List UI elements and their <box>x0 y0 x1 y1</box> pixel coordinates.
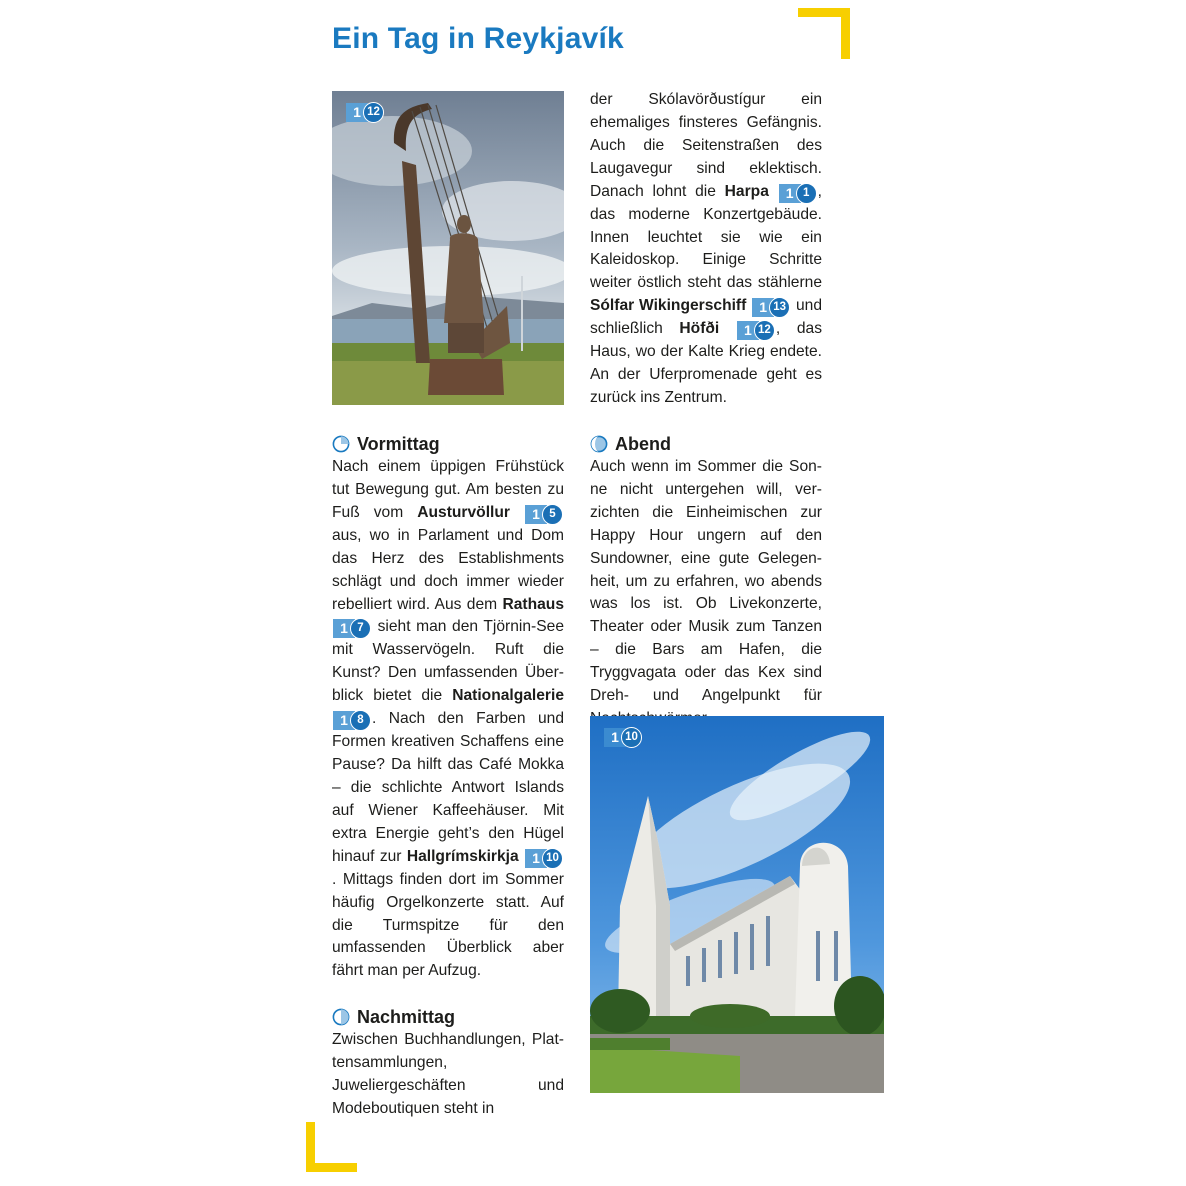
map-reference-badge[interactable] <box>346 102 384 123</box>
photo-statue <box>332 91 564 405</box>
moon-phase-gibbous-icon <box>590 435 608 453</box>
place-rathaus: Rathaus <box>502 595 564 613</box>
map-reference-badge[interactable]: 1 8 <box>333 710 371 731</box>
corner-bracket-bottom-left <box>306 1163 357 1172</box>
place-hallgrimskirkja: Hallgrímskirkja <box>406 847 519 865</box>
abend-paragraph: Auch wenn im Sommer die Sonne nicht untergehen will, verzichten die Einheimischen zur Happy Hour ungern auf den Sundowner, eine gute Gelegenheit, um zu erfahren, wo abends was los ist. Ob Livekonzerte, Theater oder Musik zum Tanzen – die Bars am Hafen, die Tryggvagata oder das Kex sind Dreh- und Angelpunkt für <box>590 457 822 705</box>
section-heading-label: Nachmittag <box>357 1007 456 1028</box>
place-nationalgalerie: Nationalgalerie <box>452 687 564 705</box>
moon-phase-half-icon <box>332 1008 350 1026</box>
column-right <box>590 89 822 731</box>
column-left <box>332 432 564 1121</box>
corner-bracket-top-right <box>841 8 850 59</box>
section-heading-label: Vormittag <box>357 434 440 454</box>
page-title: Ein Tag in Reykjavík <box>332 22 624 55</box>
nachmittag-paragraph-start: Zwischen Buchhandlungen, Plattensammlungen, Juweliergeschäften und Modeboutiquen steht in <box>332 1031 564 1117</box>
badge-section: 1 <box>346 103 368 122</box>
place-harpa: Harpa <box>724 182 769 200</box>
map-reference-badge[interactable] <box>604 727 642 748</box>
badge-number: 12 <box>363 102 384 123</box>
place-solfar: Sólfar Wikingerschiff <box>590 297 747 315</box>
section-heading-abend <box>590 432 822 456</box>
badge-number: 10 <box>621 727 642 748</box>
nachmittag-paragraph-continued: der Skólavörðustígur ein ehemaliges finsteres Gefängnis. Auch die Seitenstraßen des Laugavegur sind eklektisch. Danach lohnt die Harpa 1 1 , das moderne Konzertgebäude. Innen leuchtet sie wie ein Kaleidoskop. Einige Schritte weiter östlich steht das stählerne Sólfar Wikingerschiff 1 13 und schließlich Höfði 1 12 , das Haus, wo der Kalte Krieg endete. An der Uferpromenade geht es zurück ins Zentrum. <box>590 91 822 407</box>
moon-phase-quarter-icon <box>332 435 350 453</box>
church-photo-illustration <box>590 716 884 1093</box>
place-hofdi: Höfði <box>679 320 720 338</box>
section-heading-nachmittag <box>332 1005 564 1029</box>
vormittag-paragraph: Nach einem üppigen Frühstück tut Bewegung gut. Am besten zu Fuß vom Austurvöllur 1 5 aus, wo in Parlament und Dom das Herz des Establishments schlägt und doch immer wieder rebelliert wird. Aus dem Rathaus 1 7 sieht man den Tjörnin-See mit Wasservögeln. Ruft die Kunst? Den umfassenden Überblick bietet die Nationalgalerie 1 8 . Nach den Farben und Formen kreativen Schaffens eine Pause? Da hilft das Café Mokka – die schlichte Antwort Islands auf Wiener Kaffeehäuser. Mit extra Energie geht’s den Hügel hinauf zur Hallgrímskirkja 1 10 . Mittags finden dort im Sommer häufig Orgelkonzerte statt. Auf die Turmspitze für den umfassenden Überblick aber fährt man per Aufzug. <box>332 458 564 980</box>
statue-photo-illustration <box>332 91 564 405</box>
map-reference-badge[interactable]: 1 5 <box>525 504 563 525</box>
map-reference-badge[interactable]: 1 13 <box>752 297 790 318</box>
map-reference-badge[interactable]: 1 12 <box>737 320 775 341</box>
map-reference-badge[interactable]: 1 10 <box>525 848 563 869</box>
place-austurvollur: Austurvöllur <box>417 503 510 521</box>
section-heading-label: Abend <box>615 433 671 454</box>
photo-hallgrimskirkja <box>590 716 884 1093</box>
map-reference-badge[interactable]: 1 7 <box>333 618 371 639</box>
section-heading-vormittag <box>332 432 564 456</box>
map-reference-badge[interactable]: 1 1 <box>779 183 817 204</box>
badge-section: 1 <box>604 728 626 747</box>
